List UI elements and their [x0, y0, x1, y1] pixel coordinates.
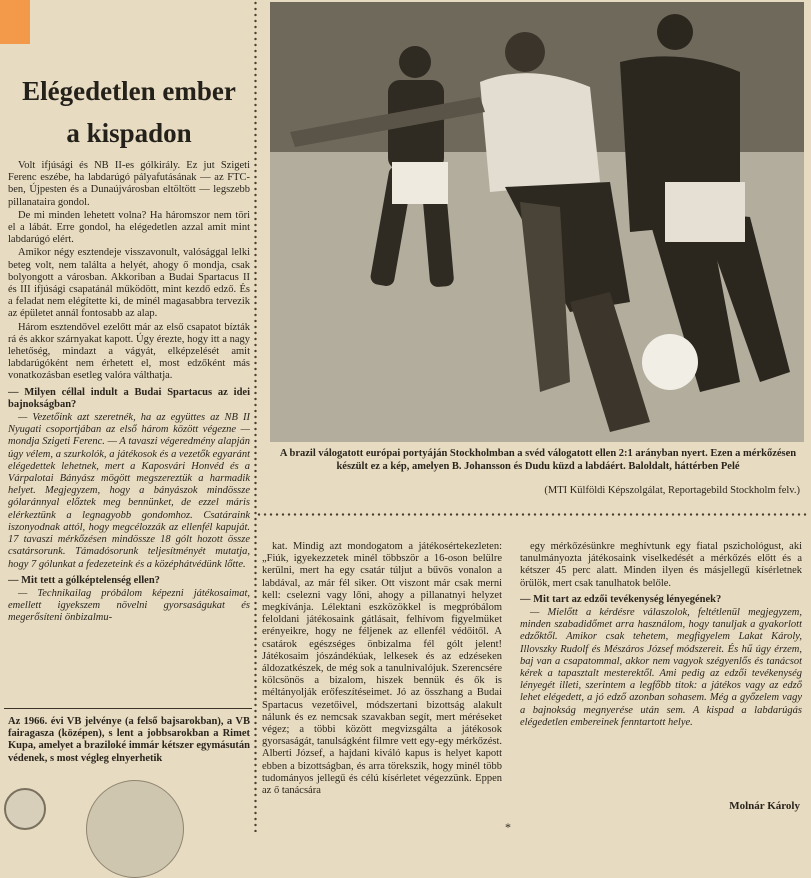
interview-question: — Milyen céllal indult a Budai Spartacus az idei bajnokságban? [8, 386, 250, 410]
paragraph: kat. Mindig azt mondogatom a játékosértekezleten: „Fiúk, igyekezzetek minél többször a 16-oson belülre kerülni, mert ha egy csatár túljut a bűvös vonalon a labdával, az már fél siker. Ott viszont már csak merni kell: cselezni vagy lőni, ahogy a pillanatnyi helyzet megkívánja. Lélektani eszközökkel is megpróbálom feloldani játékosaink gátlásait, felhívom figyelmüket erényeikre, hogy ne féljenek az ellenfél védőitől. A csatárok egészséges önbizalma fél gólt jelent! Játékosaim jószándékúak, lelkesek és az edzéseken áldozatkészek, de még sok a tanulnivalójuk. Szerencsére kölcsönös a bizalom, hiszek bennük és ők is méltányolják erőfeszítéseimet. Jó az összhang a Budai Spartacus vezetőivel, módszertani bizottság alakult nálunk és ez nemcsak szavakban segít, mert méréseket végez; a többi között megvizsgálta a játékosok gyorsaságát, tanulságként filmre vett egy-egy mérkőzést. Alberti József, a hajdani kiváló kapus is helyet kapott ebben a bizottságban, és arra törekszik, hogy minél több tudományos jellegű és célú kísérletet végezzünk. Eppen az ő tanácsára [262, 541, 502, 797]
world-cup-ball-image [86, 780, 184, 878]
world-cup-box-caption: Az 1966. évi VB jelvénye (a felső bajsarokban), a VB fairagasza (középen), s lent a jobbsarokban a Rimet Kupa, amelyet a braziloké immár kétszer egymásután védenek, s most végleg elnyerhetik [8, 716, 250, 764]
match-photo-illustration [270, 2, 804, 442]
left-article-column [8, 160, 250, 700]
author-byline: Molnár Károly [729, 800, 800, 812]
headline-line-2: a kispadon [66, 118, 192, 148]
paragraph: egy mérkőzésünkre meghívtunk egy fiatal pszichológust, aki tanulmányozta játékosaink viselkedését a mérkőzés előtt és a kétszer 45 perc alatt. Minden ilyen és másjellegű kísérletnek örülök, mert csak tanulhatok belőle. [520, 541, 802, 589]
interview-question: — Mit tett a gólképtelenség ellen? [8, 574, 160, 586]
orange-bookmark-tab [0, 0, 30, 44]
horizontal-divider [256, 513, 808, 516]
middle-article-column [262, 541, 502, 823]
photo-credit: (MTI Külföldi Képszolgálat, Reportagebild Stockholm felv.) [544, 485, 800, 496]
paragraph: Volt ifjúsági és NB II-es gólkirály. Ez jut Szigeti Ferenc eszébe, ha labdarúgó pályafutásának — az FTC-ben, Újpesten és a Dunaújvárosban eltöltött — legszebb pillanataira gondol. [8, 160, 250, 208]
interview-question: — Mit tart az edzői tevékenység lényegének? [520, 593, 722, 605]
headline [10, 70, 248, 154]
column-divider-left [254, 0, 257, 832]
paragraph: Három esztendővel ezelőtt már az első csapatot bízták rá és akkor szárnyakat kapott. Úgy érezte, hogy itt a nagy lehetőség, mindazt a vágyát, elképzelését amit labdarúgóként nem érhetett el, most edzőként más vonatkozásban esetleg valóra válthatja. [8, 321, 250, 382]
paragraph: — Technikailag próbálom képezni játékosaimat, emellett igyekszem növelni gyorsaságukat és megerősíteni önbizalmu- [8, 587, 250, 624]
box-top-rule [4, 708, 252, 709]
world-cup-emblem-image [4, 788, 46, 830]
paragraph: De mi minden lehetett volna? Ha háromszor nem töri el a lábát. Erre gondol, ha elégedetlen azzal amit mint labdarúgó elért. [8, 209, 250, 246]
paragraph: Amikor négy esztendeje visszavonult, valósággal lelki beteg volt, nem találta a helyét, ahogy ő mondja, csak bolyongott a városban. Akkoriban a Budai Spartacus II és III ifjúsági csapatánál működött, mint kezdő edző. És a feladat nem elégítette ki, de minél magasabbra tervezik az épületet annál fontosabb az alap. [8, 247, 250, 320]
right-article-column [520, 541, 802, 801]
paragraph: — Vezetőink azt szeretnék, ha az együttes az NB II Nyugati csoportjában az első három között végezne — mondja Szigeti Ferenc. — A tavaszi végeredmény alapján úgy vélem, a szurkolók, a játékosok és a vezetők egyaránt elégedettek lehetnek, mert a Kaposvári Honvéd és a Várpalotai Bányász mögött megszereztük a harmadik helyet. Megjegyzem, hogy a bányászok mindössze gólaránnyal előztek meg bennünket, de ezzel máris elérkeztünk a legnagyobb gondomhoz. Csatáraink iszonyodnak attól, hogy megcélozzák az ellenfél kapuját. 17 tavaszi mérkőzésen mindössze 18 gólt hozott össze csatársorunk. Támadósorunk teljesítményét mutatja, hogy 7 gólunkat a fedezeteink és a középhátvédünk lőtte. [8, 412, 250, 570]
footer-star: * [505, 820, 511, 834]
match-photo [270, 2, 804, 442]
photo-caption: A brazil válogatott európai portyáján Stockholmban a svéd válogatott ellen 2:1 arányban nyert. Ezen a mérkőzésen készült ez a kép, amelyen B. Johansson és Dudu küzd a labdáért. Baloldalt, háttérben Pelé [279, 448, 797, 472]
paragraph: — Mielőtt a kérdésre válaszolok, feltétlenül megjegyzem, minden szabadidőmet arra használom, hogy tanuljak a gyakorlott edzőktől. Amikor csak tehetem, megfigyelem Lakat Károly, Illovszky Rudolf és Mészáros József módszereit. És hű úgy érzem, baj van a csapatommal, akkor nem vagyok szégyenlős és tanácsot kérek a tapasztalt mesterektől. Ami pedig az edzői tevékenység lényegét illeti, szerintem a legfőbb titok: a játékos vagy az edző lehet elégedett, a jó edző azonban sohasem. Még a győzelem vagy a bajnokság megnyerése után sem. A kispad a labdarúgás elégedetlen embereinek fenntartott helye. [520, 607, 802, 728]
headline-line-1: Elégedetlen ember [22, 76, 236, 106]
